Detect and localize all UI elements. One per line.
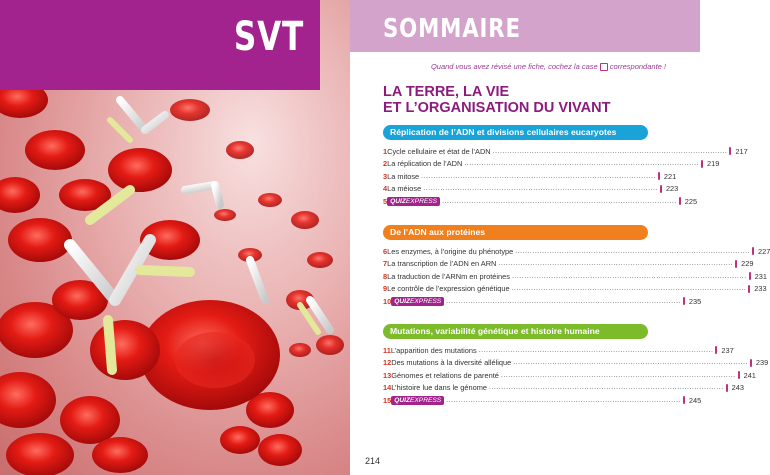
toc-item-page: 245 [688, 395, 702, 405]
subject-title: SVT [233, 14, 304, 60]
toc-item[interactable] [383, 258, 754, 270]
toc-item-label: La transcription de l’ADN en ARN [387, 259, 497, 268]
leader-dots: ................................................................................................ [421, 172, 656, 180]
revision-checkbox[interactable] [683, 396, 685, 404]
toc-item[interactable] [383, 183, 679, 195]
toc-item[interactable] [383, 195, 698, 207]
revision-checkbox[interactable] [683, 297, 685, 305]
toc-item-label: La traduction de l’ARNm en protéines [387, 271, 510, 281]
revision-checkbox[interactable] [729, 147, 731, 155]
express-label: EXPRESS [405, 197, 438, 205]
leader-dots: ................................................................................................ [446, 297, 681, 305]
toc-item-number: 1 [383, 146, 388, 156]
leader-dots: ................................................................................................ [492, 147, 728, 155]
instruction-text [370, 62, 666, 71]
toc-item-label: La mitose [387, 171, 420, 181]
leader-dots: ................................................................................................ [498, 260, 734, 267]
toc-item-number: 3 [383, 171, 388, 181]
revision-checkbox[interactable] [749, 272, 751, 280]
quiz-express-badge [391, 297, 444, 306]
toc-item-label: La réplication de l’ADN [387, 159, 463, 168]
toc-item-label: Le contrôle de l’expression génétique [387, 284, 510, 293]
main-title-line2: ET L’ORGANISATION DU VIVANT [383, 100, 611, 116]
toc-item-page: 217 [735, 146, 748, 156]
quiz-label: QUIZ [390, 197, 406, 205]
toc-item-page: 223 [665, 184, 679, 193]
instruction-before: Quand vous avez révisé une fiche, cochez la case [430, 62, 598, 71]
revision-checkbox[interactable] [752, 247, 754, 255]
main-title-line1: LA TERRE, LA VIE [383, 84, 510, 100]
leader-dots: ................................................................................................ [442, 197, 677, 205]
express-label: EXPRESS [410, 396, 442, 404]
toc-item-page: 231 [754, 271, 768, 281]
leader-dots: ................................................................................................ [511, 285, 747, 292]
leader-dots: ................................................................................................ [423, 185, 658, 192]
toc-item[interactable] [383, 158, 720, 170]
revision-checkbox[interactable] [726, 384, 728, 392]
page-number: 214 [365, 456, 381, 466]
leader-dots: ................................................................................................ [513, 359, 748, 366]
leader-dots: ................................................................................................ [464, 160, 700, 167]
toc-item-page: 239 [755, 358, 769, 367]
revision-checkbox[interactable] [660, 185, 662, 193]
toc-item-label: L’histoire lue dans le génome [391, 383, 487, 392]
toc-item-number: 7 [383, 259, 388, 268]
leader-dots: ................................................................................................ [446, 396, 681, 404]
toc-item[interactable] [383, 357, 769, 369]
toc-item-label: L’apparition des mutations [390, 345, 477, 355]
toc-item[interactable] [383, 344, 734, 356]
toc-item-number: 15 [383, 395, 392, 405]
toc-item[interactable] [383, 283, 767, 295]
leader-dots: ................................................................................................ [488, 384, 724, 391]
toc-item-number: 4 [383, 184, 388, 193]
toc-item-page: 221 [663, 171, 677, 181]
toc-item[interactable] [383, 270, 768, 282]
toc-item-page: 235 [688, 296, 702, 306]
checkbox-icon [600, 63, 608, 71]
toc-item-page: 229 [741, 259, 754, 268]
toc-item-page: 243 [731, 383, 745, 392]
toc-item-number: 9 [383, 284, 388, 293]
main-title [383, 84, 610, 116]
revision-checkbox[interactable] [658, 172, 660, 180]
revision-checkbox[interactable] [735, 260, 737, 268]
toc-item-page: 237 [721, 345, 734, 355]
leader-dots: ................................................................................................ [500, 371, 736, 379]
instruction-after: correspondante ! [609, 62, 666, 71]
toc-item-number: 8 [383, 271, 388, 281]
leader-dots: ................................................................................................ [478, 346, 714, 354]
toc-item-label: Les enzymes, à l’origine du phénotype [387, 246, 514, 256]
toc-item-page: 241 [743, 370, 756, 380]
toc-item-number: 2 [383, 159, 388, 168]
toc-item-page: 225 [684, 196, 698, 206]
quiz-express-badge [391, 396, 444, 405]
revision-checkbox[interactable] [715, 346, 717, 354]
leader-dots: ................................................................................................ [511, 272, 747, 280]
section-header: De l’ADN aux protéines [383, 225, 648, 240]
toc-item-page: 233 [754, 284, 767, 293]
revision-checkbox[interactable] [748, 285, 750, 293]
quiz-express-badge [387, 197, 440, 206]
toc-item[interactable] [383, 245, 770, 257]
toc-item-label: Génomes et relations de parenté [391, 370, 499, 380]
toc-item-label: Cycle cellulaire et état de l’ADN [387, 146, 491, 156]
toc-item-label: La méiose [387, 184, 422, 193]
toc-item[interactable] [383, 369, 756, 381]
revision-checkbox[interactable] [738, 371, 740, 379]
toc-item-number: 14 [383, 383, 392, 392]
section-header: Mutations, variabilité génétique et histoire humaine [383, 324, 648, 339]
toc-item-page: 219 [707, 159, 720, 168]
toc-item[interactable] [383, 382, 745, 394]
quiz-label: QUIZ [394, 297, 410, 305]
toc-item[interactable] [383, 295, 702, 307]
express-label: EXPRESS [410, 297, 442, 305]
toc-item[interactable] [383, 394, 702, 406]
toc-item-number: 5 [383, 196, 388, 206]
toc-item-number: 10 [383, 296, 392, 306]
toc-item[interactable] [383, 170, 677, 182]
toc-item-label: Des mutations à la diversité allélique [391, 358, 512, 367]
toc-item-number: 6 [383, 246, 388, 256]
toc-item-page: 227 [757, 246, 770, 256]
quiz-label: QUIZ [394, 396, 410, 404]
leader-dots: ................................................................................................ [515, 247, 750, 255]
sommaire-title: SOMMAIRE [383, 14, 521, 44]
revision-checkbox[interactable] [750, 359, 752, 367]
toc-item-number: 12 [383, 358, 392, 367]
sommaire-header-band [350, 0, 700, 52]
left-page [0, 0, 350, 475]
right-page [350, 0, 770, 475]
section-header: Réplication de l’ADN et divisions cellulaires eucaryotes [383, 125, 648, 140]
toc-item-number: 13 [383, 370, 392, 380]
revision-checkbox[interactable] [679, 197, 681, 205]
toc-item-number: 11 [383, 345, 391, 355]
svt-header-band [0, 0, 320, 90]
revision-checkbox[interactable] [701, 160, 703, 168]
toc-item[interactable] [383, 145, 748, 157]
